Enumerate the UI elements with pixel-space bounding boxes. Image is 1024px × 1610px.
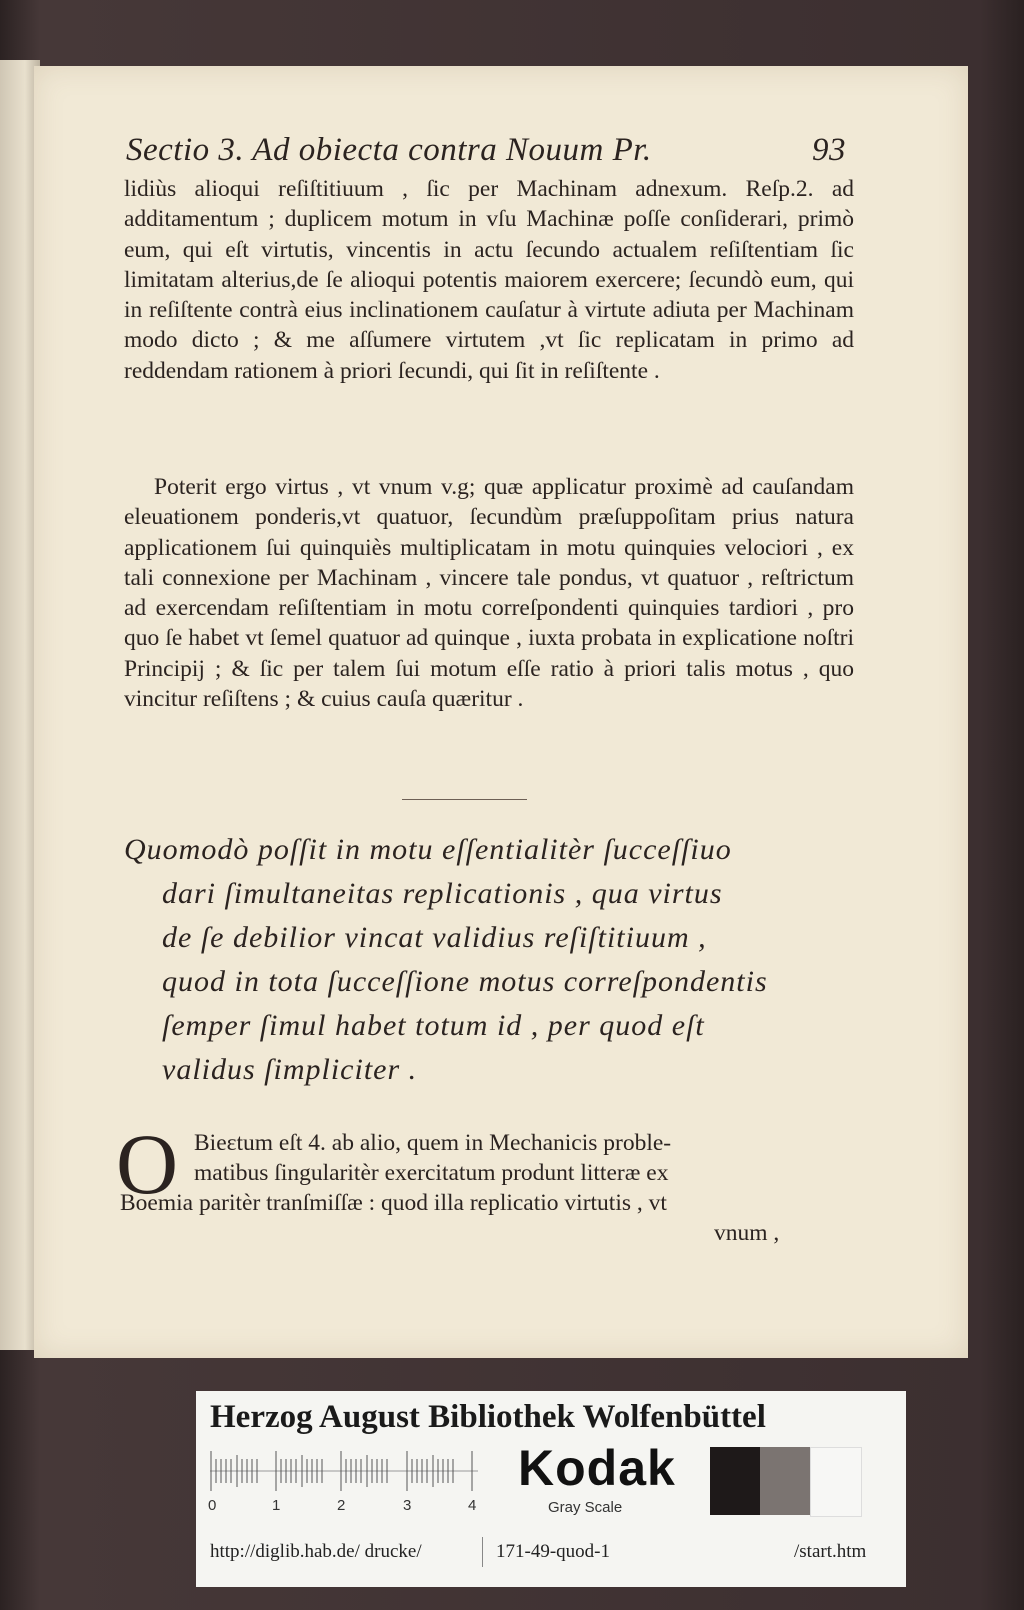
book-page: [34, 66, 968, 1358]
heading-line: validus ſimpliciter .: [162, 1053, 418, 1086]
paragraph-1: lidiùs alioqui reſiſtitiuum , ſic per Machinam adnexum. Reſp.2. ad additamentum ; duplicem motum in vſu Machinæ poſſe conſiderari, primò eum, qui eſt virtutis, vincentis in actu ſecundo actualem reſiſtentiam ſic limitatam alterius,de ſe alioqui potentis maiorem exercere; ſecundò eum, qui in reſiſtente contrà eius inclinationem cauſatur à virtute adiuta per Machinam modo dicto ; & me aſſumere virtutem ,vt ſic replicatam in primo ad reddendam rationem à priori ſecundi, qui ſit in reſiſtente .: [124, 176, 854, 384]
paragraph-2: Poterit ergo virtus , vt vnum v.g; quæ applicatur proximè ad cauſandam eleuationem ponderis,vt quatuor, ſecundùm præſuppoſitam prius natura applicationem ſui quinquiès multiplicatam in motu quinquies velociori , ex tali connexione per Machinam , vincere tale pondus, vt quatuor , reſtrictum ad exercendam reſiſtentiam in motu correſpondenti quinquies tardiori , pro quo ſe habet vt ſemel quatuor ad quinque , iuxta probata in explicatione noſtri Principij ; & ſic per talem ſui motum eſſe ratio à priori talis motus , quo vincitur reſiſtens ; & cuius cauſa quæritur .: [124, 474, 854, 713]
gray-swatch-black: [710, 1447, 760, 1515]
heading-line: ſemper ſimul habet totum id , per quod eſt: [162, 1009, 705, 1042]
library-name: Herzog August Bibliothek Wolfenbüttel: [210, 1399, 766, 1435]
kodak-logo: Kodak: [518, 1440, 676, 1496]
page-content: [34, 66, 968, 1358]
running-header: [126, 132, 846, 169]
gray-swatch-mid: [760, 1447, 810, 1515]
ruler-label: 4: [468, 1497, 477, 1514]
section-divider: [402, 799, 527, 800]
heading-line: Quomodò poſſit in motu eſſentialitèr ſucceſſiuo: [124, 833, 732, 866]
gray-swatch-white: [810, 1447, 862, 1517]
ruler-label: 2: [337, 1497, 346, 1514]
heading-line: dari ſimultaneitas replicationis , qua virtus: [162, 877, 723, 910]
heading-line: quod in tota ſucceſſione motus correſpondentis: [162, 965, 768, 998]
color-scale-card: [196, 1391, 906, 1587]
gray-scale-label: Gray Scale: [548, 1499, 623, 1516]
final-line: Boemia paritèr tranſmiſſæ : quod illa replicatio virtutis , vt: [120, 1190, 667, 1216]
heading-line: de ſe debilior vincat validius reſiſtitiuum ,: [162, 921, 707, 954]
final-paragraph: [194, 1128, 862, 1188]
final-line: Bieɛtum eſt 4. ab alio, quem in Mechanicis proble-: [194, 1130, 672, 1156]
header-title: Sectio 3. Ad obiecta contra Nouum Pr.: [126, 132, 652, 168]
drop-cap: O: [116, 1116, 179, 1212]
ruler-scale: [210, 1451, 478, 1491]
page-number: 93: [812, 132, 846, 168]
url-base: http://diglib.hab.de/ drucke/: [210, 1541, 422, 1562]
ruler-label: 1: [272, 1497, 281, 1514]
final-line: matibus ſingularitèr exercitatum produnt litteræ ex: [194, 1160, 669, 1186]
url-separator: [482, 1537, 483, 1567]
catchword: vnum ,: [714, 1220, 780, 1246]
section-heading: [124, 828, 859, 1092]
ruler-label: 3: [403, 1497, 412, 1514]
url-id: 171-49-quod-1: [496, 1541, 610, 1562]
url-suffix: /start.htm: [794, 1541, 867, 1562]
ruler-label: 0: [208, 1497, 217, 1514]
